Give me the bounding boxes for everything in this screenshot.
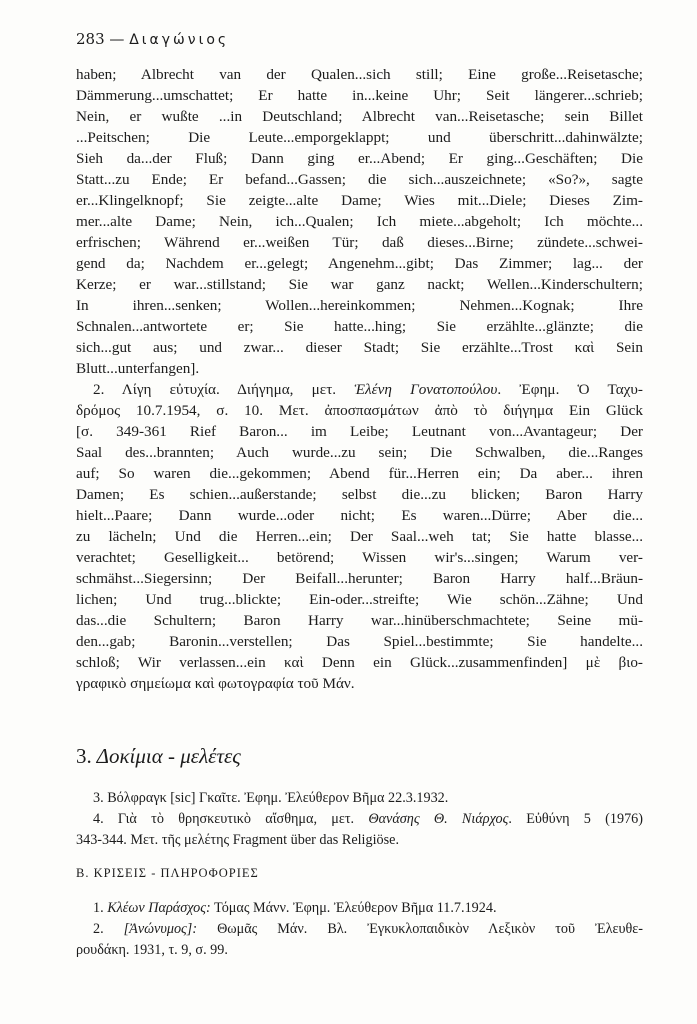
- text-line: γραφικὸ σημείωμα καὶ φωτογραφία τοῦ Μάν.: [76, 675, 355, 692]
- item2-prefix: 2. Λίγη εὐτυχία. Διήγημα, μετ.: [93, 381, 355, 398]
- text-line: er...Klingelknopf; Sie zeigte...alte Dame; Wies mit...Diele; Dieses Zim-: [76, 192, 643, 209]
- text-line: verachtet; Geselligkeit... betörend; Wissen wir's...singen; Warum ver-: [76, 549, 643, 566]
- text-line: δρόμος 10.7.1954, σ. 10. Μετ. ἀποσπασμάτων ἀπὸ τὸ διήγημα Ein Glück: [76, 402, 643, 419]
- text-line: ...Peitschen; Die Leute...emporgeklappt; und überschritt...dahinwälzte;: [76, 129, 643, 146]
- text-line: das...die Schultern; Baron Harry war...hinüberschmachtete; Seine mü-: [76, 612, 643, 629]
- text-line: In ihren...senken; Wollen...hereinkommen; Nehmen...Kognak; Ihre: [76, 297, 643, 314]
- text-line: Schnalen...antwortete er; Sie hatte...hing; Sie erzählte...glänzte; die: [76, 318, 643, 335]
- author-name: Κλέων Παράσχος:: [107, 900, 211, 916]
- review-item-2: [93, 919, 643, 939]
- text-line: haben; Albrecht van der Qualen...sich still; Eine große...Reisetasche;: [76, 66, 643, 83]
- bibliography-item-4: [93, 809, 643, 829]
- text-line: Kerze; er war...stillstand; Sie war ganz nackt; Wellen...Kinderschultern;: [76, 276, 643, 293]
- section-heading-reviews: Β. ΚΡΙΣΕΙΣ - ΠΛΗΡΟΦΟΡΙΕΣ: [76, 866, 259, 880]
- text-line: lichen; Und trug...blickte; Ein-oder...streifte; Wie schön...Zähne; Und: [76, 591, 643, 608]
- text-line: Saal des...brannten; Auch wurde...zu sein; Die Schwalben, die...Ranges: [76, 444, 643, 461]
- item-text: Θωμᾶς Μάν. Βλ. Ἐγκυκλοπαιδικὸν Λεξικὸν τοῦ Ἐλευθε-: [197, 921, 643, 937]
- item4-prefix: 4. Γιὰ τὸ θρησκευτικὸ αἴσθημα, μετ.: [93, 811, 369, 827]
- text-line: hielt...Paare; Dann wurde...oder nicht; Es waren...Dürre; Aber die...: [76, 507, 643, 524]
- text-line: den...gab; Baronin...verstellen; Das Spiel...bestimmte; Sie handelte...: [76, 633, 643, 650]
- text-line: Dämmerung...umschattet; Er hatte in...keine Uhr; Seit längerer...schrieb;: [76, 87, 643, 104]
- text-line: Blutt...unterfangen].: [76, 360, 200, 377]
- text-line: Damen; Es schien...außerstande; selbst die...zu blicken; Baron Harry: [76, 486, 643, 503]
- review-item-1: [93, 898, 643, 918]
- text-line: [σ. 349-361 Rief Baron... im Leibe; Leutnant von...Avantageur; Der: [76, 423, 643, 440]
- text-line: sich...gut aus; und zwar... dieser Stadt; Sie erzählte...Trost καὶ Sein: [76, 339, 643, 356]
- text-line: schmähst...Siegersinn; Der Beifall...herunter; Baron Harry half...Bräun-: [76, 570, 643, 587]
- header-title: Διαγώνιος: [129, 32, 230, 48]
- item-number: 2.: [93, 921, 124, 937]
- author-name: [Ἀνώνυμος]:: [123, 921, 198, 937]
- running-header: [76, 30, 229, 48]
- section-heading-essays: [76, 744, 241, 769]
- text-line: ρουδάκη. 1931, τ. 9, σ. 99.: [76, 942, 228, 958]
- item4-suffix: . Εὐθύνη 5 (1976): [508, 811, 643, 827]
- text-line: gend da; Nachdem er...gelegt; Angenehm...gibt; Das Zimmer; lag... der: [76, 255, 643, 272]
- text-line: erfrischen; Während er...weißen Tür; daß dieses...Birne; zündete...schwei-: [76, 234, 643, 251]
- item2-suffix: . Ἐφημ. Ὁ Ταχυ-: [497, 381, 643, 398]
- text-line: 343-344. Μετ. τῆς μελέτης Fragment über das Religiöse.: [76, 832, 399, 848]
- section-number: 3.: [76, 744, 92, 768]
- text-line: mer...alte Dame; Nein, ich...Qualen; Ich miete...abgeholt; Ich möchte...: [76, 213, 643, 230]
- item2-first-line: [93, 380, 643, 400]
- translator-name: Ἑλένη Γονατοπούλου: [354, 381, 498, 398]
- header-dash: —: [109, 30, 125, 48]
- text-line: Nein, er wußte ...in Deutschland; Albrecht van...Reisetasche; sein Billet: [76, 108, 643, 125]
- text-line: Sieh da...der Fluß; Dann ging er...Abend; Er ging...Geschäften; Die: [76, 150, 643, 167]
- text-line: schloß; Wir verlassen...ein καὶ Denn ein Glück...zusammenfinden] μὲ βιο-: [76, 654, 643, 671]
- bibliography-item-3: 3. Βόλφραγκ [sic] Γκαῖτε. Ἐφημ. Ἐλεύθερον Βῆμα 22.3.1932.: [93, 790, 449, 806]
- section-title: Δοκίμια - μελέτες: [96, 744, 241, 768]
- text-line: Statt...zu Ende; Er befand...Gassen; die sich...auszeichnete; «So?», sagte: [76, 171, 643, 188]
- translator-name: Θανάσης Θ. Νιάρχος: [368, 811, 509, 827]
- item-text: Τόμας Μάνν. Ἐφημ. Ἐλεύθερον Βῆμα 11.7.1924.: [210, 900, 497, 916]
- item-number: 1.: [93, 900, 108, 916]
- text-line: zu lächeln; Und die Herren...ein; Der Saal...weh tat; Sie hatte blasse...: [76, 528, 643, 545]
- page-number: 283: [76, 30, 105, 48]
- text-line: auf; So waren die...gekommen; Abend für...Herren ein; Da aber... ihren: [76, 465, 643, 482]
